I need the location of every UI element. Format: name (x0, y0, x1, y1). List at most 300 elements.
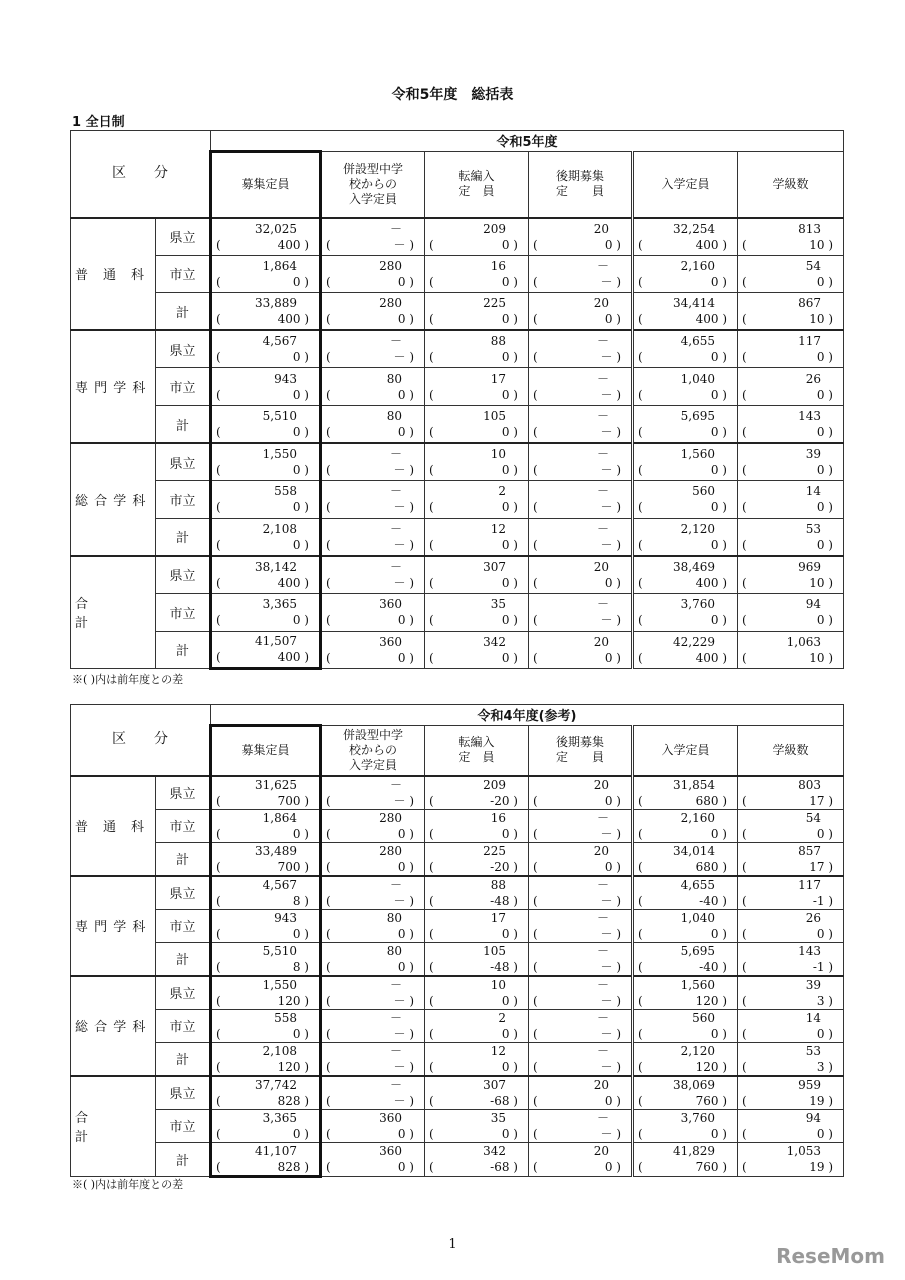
cell-value: 94 (805, 597, 821, 612)
diff-value: 0 ) (292, 500, 309, 515)
diff-value: － ) (600, 350, 621, 365)
paren-open: ( (326, 237, 331, 252)
cell-values (425, 1043, 528, 1075)
cell-value: 5,510 (262, 409, 297, 424)
paren-open: ( (638, 859, 643, 874)
paren-open: ( (326, 1026, 331, 1041)
row-sub-label: 市立 (156, 1009, 211, 1042)
diff-value: 0 ) (501, 1126, 518, 1141)
cell-value: 10 (490, 447, 506, 462)
table-row (71, 481, 844, 519)
diff-value: 400 ) (695, 575, 727, 590)
paren-open: ( (326, 859, 331, 874)
cell-value: 54 (805, 258, 821, 273)
cell-values (322, 521, 424, 553)
cell-diff (429, 793, 518, 809)
cell-values (425, 910, 528, 942)
value-cell (425, 909, 529, 942)
table-row (71, 405, 844, 443)
diff-value: － ) (393, 793, 414, 808)
cell-values (212, 1143, 319, 1175)
cell-value: 26 (805, 371, 821, 386)
cell-values (529, 943, 631, 975)
cell-values (425, 333, 528, 365)
table-row (71, 518, 844, 556)
value-cell (321, 976, 425, 1010)
table-row (71, 976, 844, 1010)
group-label: 合 計 (71, 556, 156, 669)
cell-value: 1,040 (680, 371, 715, 386)
diff-value: 0 ) (816, 1126, 833, 1141)
year-header: 令和4年度(参考) (211, 705, 844, 726)
cell-values (212, 633, 319, 665)
paren-open: ( (742, 893, 747, 908)
diff-value: 10 ) (809, 237, 833, 252)
table-row (71, 1009, 844, 1042)
value-cell (738, 1142, 844, 1176)
paren-open: ( (326, 425, 331, 440)
paren-open: ( (326, 312, 331, 327)
value-cell (321, 1109, 425, 1142)
diff-value: -48 ) (490, 893, 518, 908)
diff-value: － ) (393, 537, 414, 552)
cell-value: 2 (498, 1010, 506, 1025)
diff-value: 0 ) (397, 387, 414, 402)
cell-diff (742, 612, 833, 628)
cell-values (322, 843, 424, 875)
value-cell (321, 330, 425, 368)
value-cell (633, 876, 738, 910)
cell-values (529, 258, 631, 290)
group-label: 専 門 学 科 (71, 330, 156, 443)
value-cell (211, 809, 321, 842)
cell-value: 80 (386, 943, 402, 958)
value-cell (321, 1042, 425, 1076)
paren-open: ( (742, 650, 747, 665)
value-cell (529, 1076, 633, 1110)
diff-value: 0 ) (604, 237, 621, 252)
cell-value: 3,365 (262, 597, 297, 612)
cell-value: 20 (593, 559, 609, 574)
cell-value: － (596, 943, 609, 958)
cell-value: 32,254 (673, 221, 715, 236)
value-cell (633, 1142, 738, 1176)
cell-values (322, 943, 424, 975)
cell-value: 5,510 (262, 943, 297, 958)
cell-diff (533, 793, 621, 809)
paren-open: ( (429, 959, 434, 974)
diff-value: 0 ) (604, 650, 621, 665)
value-cell (425, 368, 529, 406)
cell-values (634, 1077, 737, 1109)
cell-values (529, 295, 631, 327)
cell-diff (429, 993, 518, 1009)
cell-value: － (596, 258, 609, 273)
cell-diff (638, 387, 727, 403)
cell-diff (638, 499, 727, 515)
cell-value: 143 (798, 943, 821, 958)
paren-open: ( (742, 613, 747, 628)
cell-diff (216, 462, 309, 478)
value-cell (633, 556, 738, 594)
cell-diff (429, 387, 518, 403)
value-cell (425, 631, 529, 669)
summary-table-r5 (70, 130, 844, 670)
paren-open: ( (326, 500, 331, 515)
table-row (71, 556, 844, 594)
paren-open: ( (638, 1126, 643, 1141)
cell-values (738, 810, 843, 842)
cell-value: 33,489 (255, 843, 297, 858)
paren-open: ( (326, 575, 331, 590)
cell-values (634, 1110, 737, 1142)
table-row (71, 1142, 844, 1176)
row-sub-label: 県立 (156, 443, 211, 481)
cell-value: 14 (805, 484, 821, 499)
cell-value: 3,365 (262, 1110, 297, 1125)
cell-value: 34,414 (673, 296, 715, 311)
cell-diff (326, 859, 414, 875)
value-cell (633, 776, 738, 810)
cell-diff (326, 424, 414, 440)
paren-open: ( (742, 826, 747, 841)
cell-values (738, 1043, 843, 1075)
cell-diff (533, 349, 621, 365)
cell-diff (533, 1159, 621, 1175)
diff-value: 0 ) (397, 650, 414, 665)
paren-open: ( (638, 575, 643, 590)
cell-values (212, 446, 319, 478)
paren-open: ( (326, 537, 331, 552)
cell-value: 20 (593, 1144, 609, 1158)
cell-value: 42,229 (673, 634, 715, 649)
cell-values (425, 977, 528, 1009)
diff-value: -68 ) (490, 1093, 518, 1108)
cell-value: 2,108 (262, 521, 297, 536)
value-cell (529, 809, 633, 842)
paren-open: ( (742, 425, 747, 440)
diff-value: － ) (600, 926, 621, 941)
diff-value: 10 ) (809, 312, 833, 327)
cell-value: 857 (798, 843, 821, 858)
cell-value: － (596, 1010, 609, 1025)
value-cell (425, 593, 529, 631)
cell-value: 39 (805, 977, 821, 992)
paren-open: ( (216, 959, 221, 974)
diff-value: 680 ) (695, 859, 727, 874)
cell-value: 307 (483, 1077, 506, 1092)
diff-value: 0 ) (292, 537, 309, 552)
cell-values (634, 221, 737, 253)
paren-open: ( (533, 350, 538, 365)
cell-value: 88 (490, 334, 506, 349)
cell-values (425, 843, 528, 875)
diff-value: 0 ) (292, 274, 309, 289)
cell-values (529, 877, 631, 909)
diff-value: 0 ) (710, 500, 727, 515)
cell-values (738, 258, 843, 290)
cell-diff (742, 1126, 833, 1142)
cell-value: 20 (593, 1077, 609, 1092)
diff-value: -40 ) (699, 959, 727, 974)
column-header: 転編入 定 員 (425, 726, 529, 776)
cell-value: 1,550 (262, 977, 297, 992)
value-cell (738, 293, 844, 331)
paren-open: ( (429, 1126, 434, 1141)
paren-open: ( (638, 926, 643, 941)
cell-values (212, 943, 319, 975)
paren-open: ( (533, 463, 538, 478)
diff-value: 0 ) (501, 650, 518, 665)
cell-diff (638, 274, 727, 290)
paren-open: ( (326, 650, 331, 665)
diff-value: 0 ) (501, 350, 518, 365)
paren-open: ( (533, 993, 538, 1008)
paren-open: ( (429, 500, 434, 515)
diff-value: 700 ) (277, 793, 309, 808)
cell-value: － (389, 221, 402, 236)
cell-values (529, 333, 631, 365)
cell-diff (638, 650, 727, 666)
cell-values (212, 596, 319, 628)
cell-diff (216, 993, 309, 1009)
cell-diff (742, 793, 833, 809)
diff-value: 0 ) (816, 613, 833, 628)
value-cell (738, 876, 844, 910)
diff-value: 0 ) (292, 350, 309, 365)
cell-values (322, 1077, 424, 1109)
cell-value: 803 (798, 777, 821, 792)
paren-open: ( (429, 312, 434, 327)
paren-open: ( (638, 826, 643, 841)
diff-value: 19 ) (809, 1093, 833, 1108)
table-row (71, 942, 844, 976)
paren-open: ( (533, 793, 538, 808)
diff-value: － ) (600, 387, 621, 402)
cell-values (738, 634, 843, 666)
diff-value: 700 ) (277, 859, 309, 874)
cell-value: 1,560 (680, 447, 715, 462)
diff-value: 0 ) (292, 463, 309, 478)
value-cell (425, 809, 529, 842)
cell-diff (216, 612, 309, 628)
cell-diff (429, 1126, 518, 1142)
value-cell (425, 976, 529, 1010)
cell-diff (326, 650, 414, 666)
cell-values (322, 877, 424, 909)
diff-value: 0 ) (397, 926, 414, 941)
diff-value: 10 ) (809, 650, 833, 665)
cell-values (738, 777, 843, 809)
diff-value: -20 ) (490, 859, 518, 874)
paren-open: ( (742, 959, 747, 974)
diff-value: 0 ) (501, 1026, 518, 1041)
paren-open: ( (216, 575, 221, 590)
paren-open: ( (638, 312, 643, 327)
cell-values (634, 559, 737, 591)
cell-value: 38,142 (255, 559, 297, 574)
cell-value: 4,567 (262, 877, 297, 892)
cell-diff (216, 311, 309, 327)
value-cell (321, 556, 425, 594)
cell-diff (638, 893, 727, 909)
cell-diff (429, 499, 518, 515)
value-cell (529, 593, 633, 631)
cell-diff (216, 387, 309, 403)
paren-open: ( (533, 893, 538, 908)
cell-values (529, 634, 631, 666)
page-title: 令和5年度 総括表 (391, 87, 514, 103)
paren-open: ( (742, 237, 747, 252)
cell-value: 105 (483, 943, 506, 958)
paren-open: ( (742, 463, 747, 478)
diff-value: 0 ) (501, 387, 518, 402)
cell-value: 969 (798, 559, 821, 574)
value-cell (425, 518, 529, 556)
cell-value: 12 (490, 1043, 506, 1058)
cell-diff (216, 1126, 309, 1142)
cell-values (212, 843, 319, 875)
diff-value: 0 ) (816, 537, 833, 552)
cell-value: 53 (805, 1043, 821, 1058)
cell-value: 32,025 (255, 221, 297, 236)
cell-diff (638, 1026, 727, 1042)
diff-value: 0 ) (501, 1059, 518, 1074)
value-cell (425, 556, 529, 594)
cell-diff (533, 237, 621, 253)
cell-diff (429, 349, 518, 365)
value-cell (738, 255, 844, 293)
diff-value: － ) (600, 893, 621, 908)
diff-value: 3 ) (816, 993, 833, 1008)
cell-diff (326, 1026, 414, 1042)
paren-open: ( (216, 926, 221, 941)
cell-value: － (389, 559, 402, 574)
cell-value: － (596, 371, 609, 386)
summary-table-r4 (70, 704, 844, 1178)
cell-values (212, 1110, 319, 1142)
cell-value: － (389, 447, 402, 462)
cell-value: 80 (386, 409, 402, 424)
paren-open: ( (216, 274, 221, 289)
value-cell (529, 443, 633, 481)
cell-value: 5,695 (680, 409, 715, 424)
cell-values (212, 333, 319, 365)
table-row (71, 776, 844, 810)
cell-diff (638, 1059, 727, 1075)
cell-diff (533, 1126, 621, 1142)
row-sub-label: 県立 (156, 218, 211, 256)
diff-value: 0 ) (397, 274, 414, 289)
value-cell (633, 518, 738, 556)
value-cell (738, 976, 844, 1010)
cell-values (529, 777, 631, 809)
cell-value: 225 (483, 296, 506, 311)
cell-diff (326, 349, 414, 365)
cell-value: 1,560 (680, 977, 715, 992)
paren-open: ( (429, 237, 434, 252)
cell-value: － (596, 484, 609, 499)
paren-open: ( (326, 959, 331, 974)
cell-diff (326, 1159, 414, 1175)
paren-open: ( (742, 793, 747, 808)
cell-value: 209 (483, 221, 506, 236)
cell-value: 41,107 (255, 1143, 297, 1158)
paren-open: ( (638, 893, 643, 908)
paren-open: ( (638, 387, 643, 402)
paren-open: ( (533, 387, 538, 402)
table-row (71, 1109, 844, 1142)
cell-values (529, 843, 631, 875)
cell-diff (429, 959, 518, 975)
paren-open: ( (216, 993, 221, 1008)
paren-open: ( (429, 859, 434, 874)
value-cell (529, 556, 633, 594)
diff-value: － ) (600, 1026, 621, 1041)
cell-diff (638, 1159, 727, 1175)
cell-values (212, 483, 319, 515)
cell-value: 80 (386, 371, 402, 386)
cell-values (529, 559, 631, 591)
diff-value: 0 ) (604, 1160, 621, 1174)
cell-diff (742, 537, 833, 553)
paren-open: ( (533, 650, 538, 665)
cell-diff (638, 1093, 727, 1109)
cell-diff (326, 499, 414, 515)
cell-values (425, 521, 528, 553)
paren-open: ( (429, 926, 434, 941)
cell-value: 31,854 (673, 777, 715, 792)
cell-value: 20 (593, 634, 609, 649)
cell-diff (326, 826, 414, 842)
cell-value: 5,695 (680, 943, 715, 958)
cell-value: 17 (490, 910, 506, 925)
cell-value: 867 (798, 296, 821, 311)
paren-open: ( (533, 312, 538, 327)
cell-diff (742, 859, 833, 875)
table-row (71, 809, 844, 842)
cell-diff (742, 424, 833, 440)
cell-values (529, 596, 631, 628)
cell-diff (326, 993, 414, 1009)
cell-values (212, 521, 319, 553)
value-cell (321, 593, 425, 631)
paren-open: ( (533, 859, 538, 874)
value-cell (529, 218, 633, 256)
diff-value: -40 ) (699, 893, 727, 908)
value-cell (211, 1076, 321, 1110)
value-cell (738, 842, 844, 876)
paren-open: ( (742, 500, 747, 515)
diff-value: 0 ) (501, 312, 518, 327)
cell-diff (216, 499, 309, 515)
value-cell (633, 293, 738, 331)
cell-value: － (596, 597, 609, 612)
row-sub-label: 市立 (156, 368, 211, 406)
cell-diff (326, 274, 414, 290)
cell-diff (429, 424, 518, 440)
diff-value: 0 ) (710, 463, 727, 478)
cell-diff (742, 826, 833, 842)
cell-values (212, 295, 319, 327)
cell-diff (326, 926, 414, 942)
cell-value: 41,507 (255, 634, 297, 649)
cell-values (425, 810, 528, 842)
diff-value: 0 ) (604, 1093, 621, 1108)
column-header: 入学定員 (633, 726, 738, 776)
value-cell (321, 876, 425, 910)
paren-open: ( (216, 1093, 221, 1108)
